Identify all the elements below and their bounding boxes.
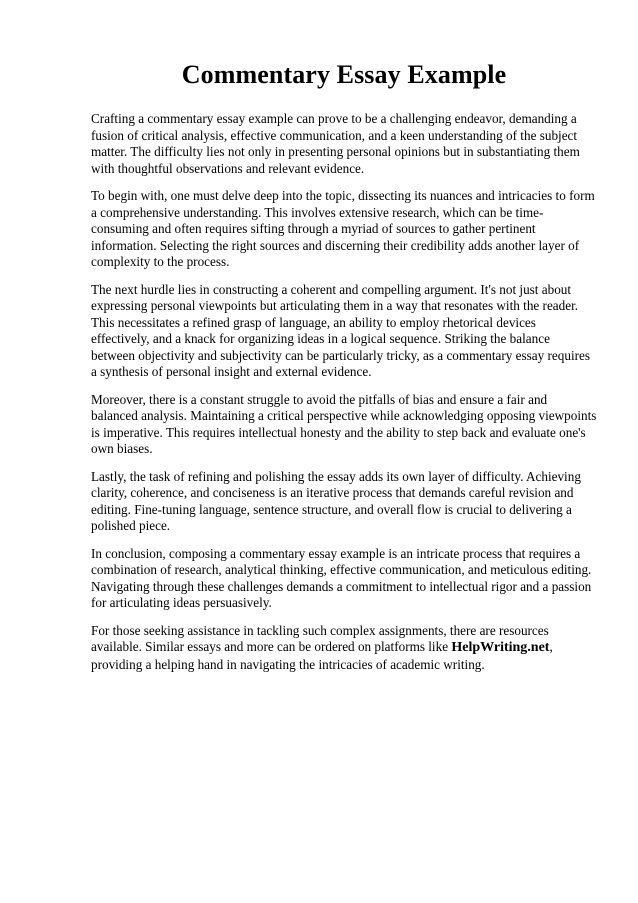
paragraph-bias: Moreover, there is a constant struggle to avoid the pitfalls of bias and ensure a fair and balanced analysis. Maintaining a critical perspective while acknowledging opposing viewpoints is imperative. This requires intellectual honesty and the ability to step back and evaluate one's own biases. xyxy=(91,391,597,456)
paragraph-research: To begin with, one must delve deep into the topic, dissecting its nuances and intricacies to form a comprehensive understanding. This involves extensive research, which can be time-consuming and often requires sifting through a myriad of sources to gather pertinent information. Selecting the right sources and discerning their credibility adds another layer of complexity to the process. xyxy=(91,188,595,269)
paragraph-closing xyxy=(91,623,597,674)
document-page xyxy=(91,58,597,684)
paragraph-argument: The next hurdle lies in constructing a coherent and compelling argument. It's not just about expressing personal viewpoints but articulating them in a way that resonates with the reader. This necessitates a refined grasp of language, an ability to employ rhetorical devices effectively, and a knack for organizing ideas in a logical sequence. Striking the balance between objectivity and subjectivity can be particularly tricky, as a commentary essay requires a synthesis of personal insight and external evidence. xyxy=(91,281,590,379)
paragraph-conclusion: In conclusion, composing a commentary essay example is an intricate process that requires a combination of research, analytical thinking, effective communication, and meticulous editing. Navigating through these challenges demands a commitment to intellectual rigor and a passion for articulating ideas persuasively. xyxy=(91,545,592,610)
helpwriting-link[interactable]: HelpWriting.net xyxy=(451,640,550,655)
document-title: Commentary Essay Example xyxy=(181,60,507,89)
paragraph-intro: Crafting a commentary essay example can prove to be a challenging endeavor, demanding a fusion of critical analysis, effective communication, and a keen understanding of the subject matter. The difficulty lies not only in presenting personal opinions but in substantiating them with thoughtful observations and relevant evidence. xyxy=(91,111,580,176)
closing-text-after: , providing a helping hand in navigating the intricacies of academic writing. xyxy=(91,639,553,672)
closing-text-before: For those seeking assistance in tackling such complex assignments, there are resources available. Similar essays and more can be ordered on platforms like xyxy=(91,622,549,654)
paragraph-refining: Lastly, the task of refining and polishing the essay adds its own layer of difficulty. Achieving clarity, coherence, and conciseness is an iterative process that demands careful revision and editing. Fine-tuning language, sentence structure, and overall flow is crucial to delivering a polished piece. xyxy=(91,468,581,533)
